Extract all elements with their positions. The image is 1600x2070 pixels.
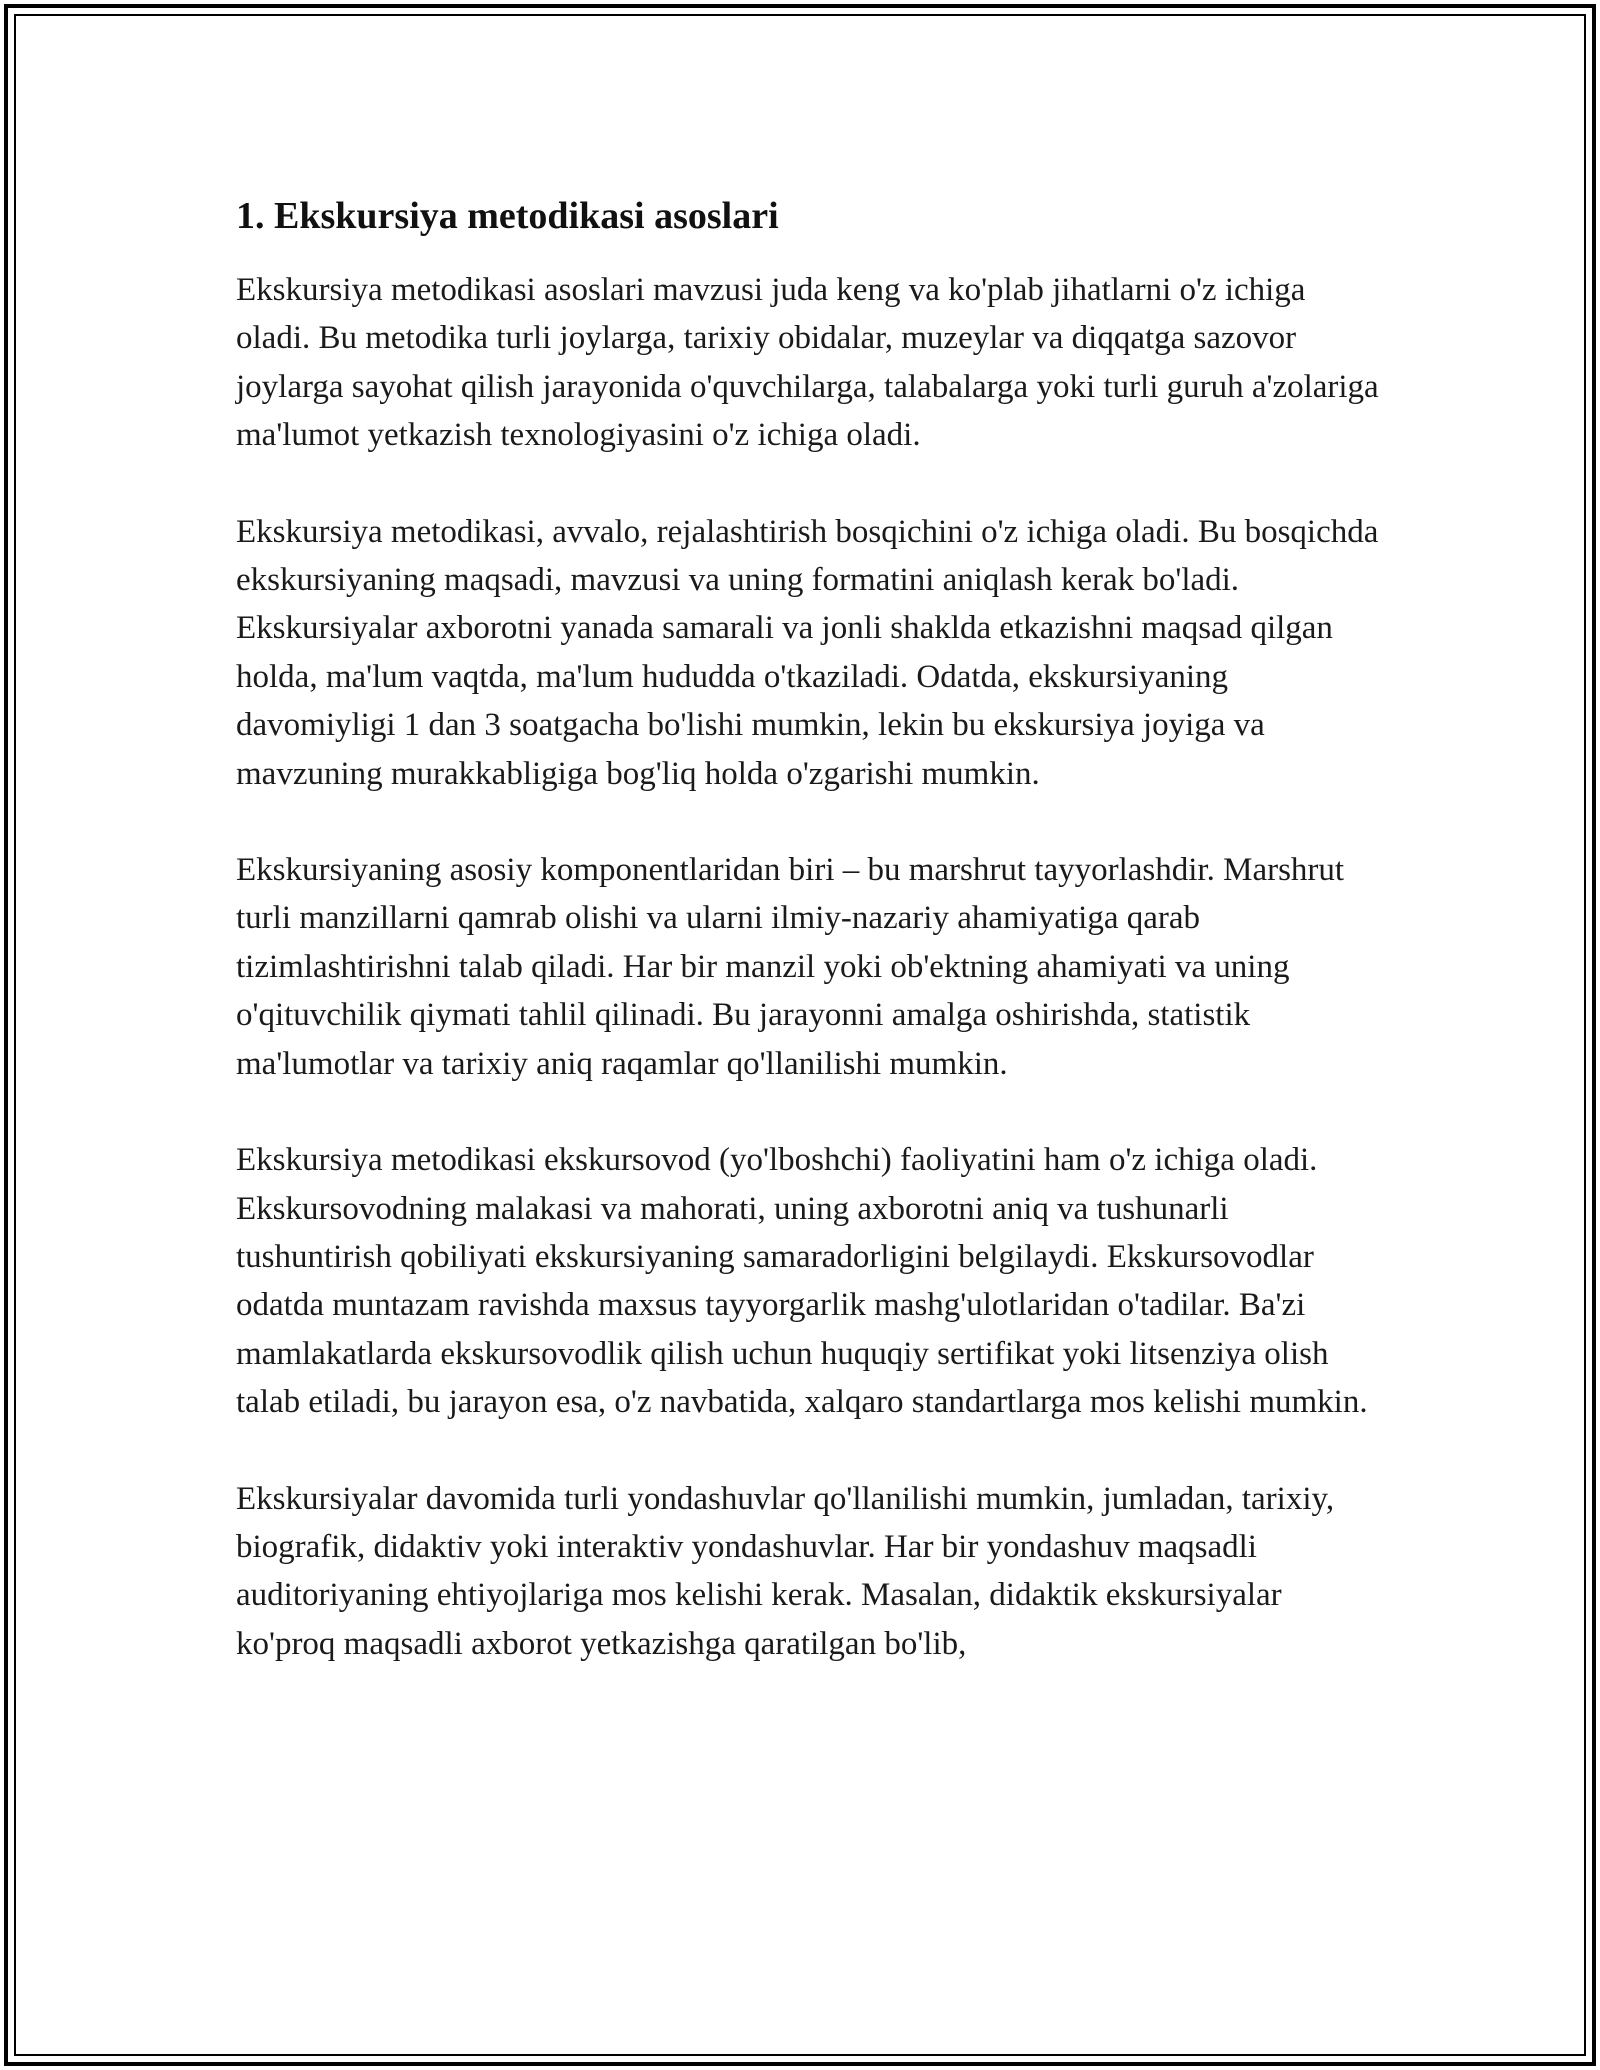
paragraph-2: Ekskursiya metodikasi, avvalo, rejalashtirish bosqichini o'z ichiga oladi. Bu bosqichda ekskursiyaning maqsadi, mavzusi va uning formatini aniqlash kerak bo'ladi. Ekskursiyalar axborotni yanada samarali va jonli shaklda etkazishni maqsad qilgan holda, ma'lum vaqtda, ma'lum hududda o'tkaziladi. Odatda, ekskursiyaning davomiyligi 1 dan 3 soatgacha bo'lishi mumkin, lekin bu ekskursiya joyiga va mavzuning murakkabligiga bog'liq holda o'zgarishi mumkin. [236,513,1379,792]
document-body [236,188,1386,1716]
paragraph-3: Ekskursiyaning asosiy komponentlaridan biri – bu marshrut tayyorlashdir. Marshrut turli manzillarni qamrab olishi va ularni ilmiy-nazariy ahamiyatiga qarab tizimlashtirishni talab qiladi. Har bir manzil yoki ob'ektning ahamiyati va uning o'qituvchilik qiymati tahlil qilinadi. Bu jarayonni amalga oshirishda, statistik ma'lumotlar va tarixiy aniq raqamlar qo'llanilishi mumkin. [236,852,1345,1082]
section-heading: 1. Ekskursiya metodikasi asoslari [236,195,779,237]
paragraph-5: Ekskursiyalar davomida turli yondashuvlar qo'llanilishi mumkin, jumladan, tarixiy, biografik, didaktiv yoki interaktiv yondashuvlar. Har bir yondashuv maqsadli auditoriyaning ehtiyojlariga mos kelishi kerak. Masalan, didaktik ekskursiyalar ko'proq maqsadli axborot yetkazishga qaratilgan bo'lib, [236,1480,1335,1662]
paragraph-4: Ekskursiya metodikasi ekskursovod (yo'lboshchi) faoliyatini ham o'z ichiga oladi. Ekskursovodning malakasi va mahorati, uning axborotni aniq va tushunarli tushuntirish qobiliyati ekskursiyaning samaradorligini belgilaydi. Ekskursovodlar odatda muntazam ravishda maxsus tayyorgarlik mashg'ulotlaridan o'tadilar. Ba'zi mamlakatlarda ekskursovodlik qilish uchun huquqiy sertifikat yoki litsenziya olish talab etiladi, bu jarayon esa, o'z navbatida, xalqaro standartlarga mos kelishi mumkin. [236,1142,1368,1421]
paragraph-1: Ekskursiya metodikasi asoslari mavzusi juda keng va ko'plab jihatlarni o'z ichiga oladi. Bu metodika turli joylarga, tarixiy obidalar, muzeylar va diqqatga sazovor joylarga sayohat qilish jarayonida o'quvchilarga, talabalarga yoki turli guruh a'zolariga ma'lumot yetkazish texnologiyasini o'z ichiga oladi. [236,272,1379,454]
